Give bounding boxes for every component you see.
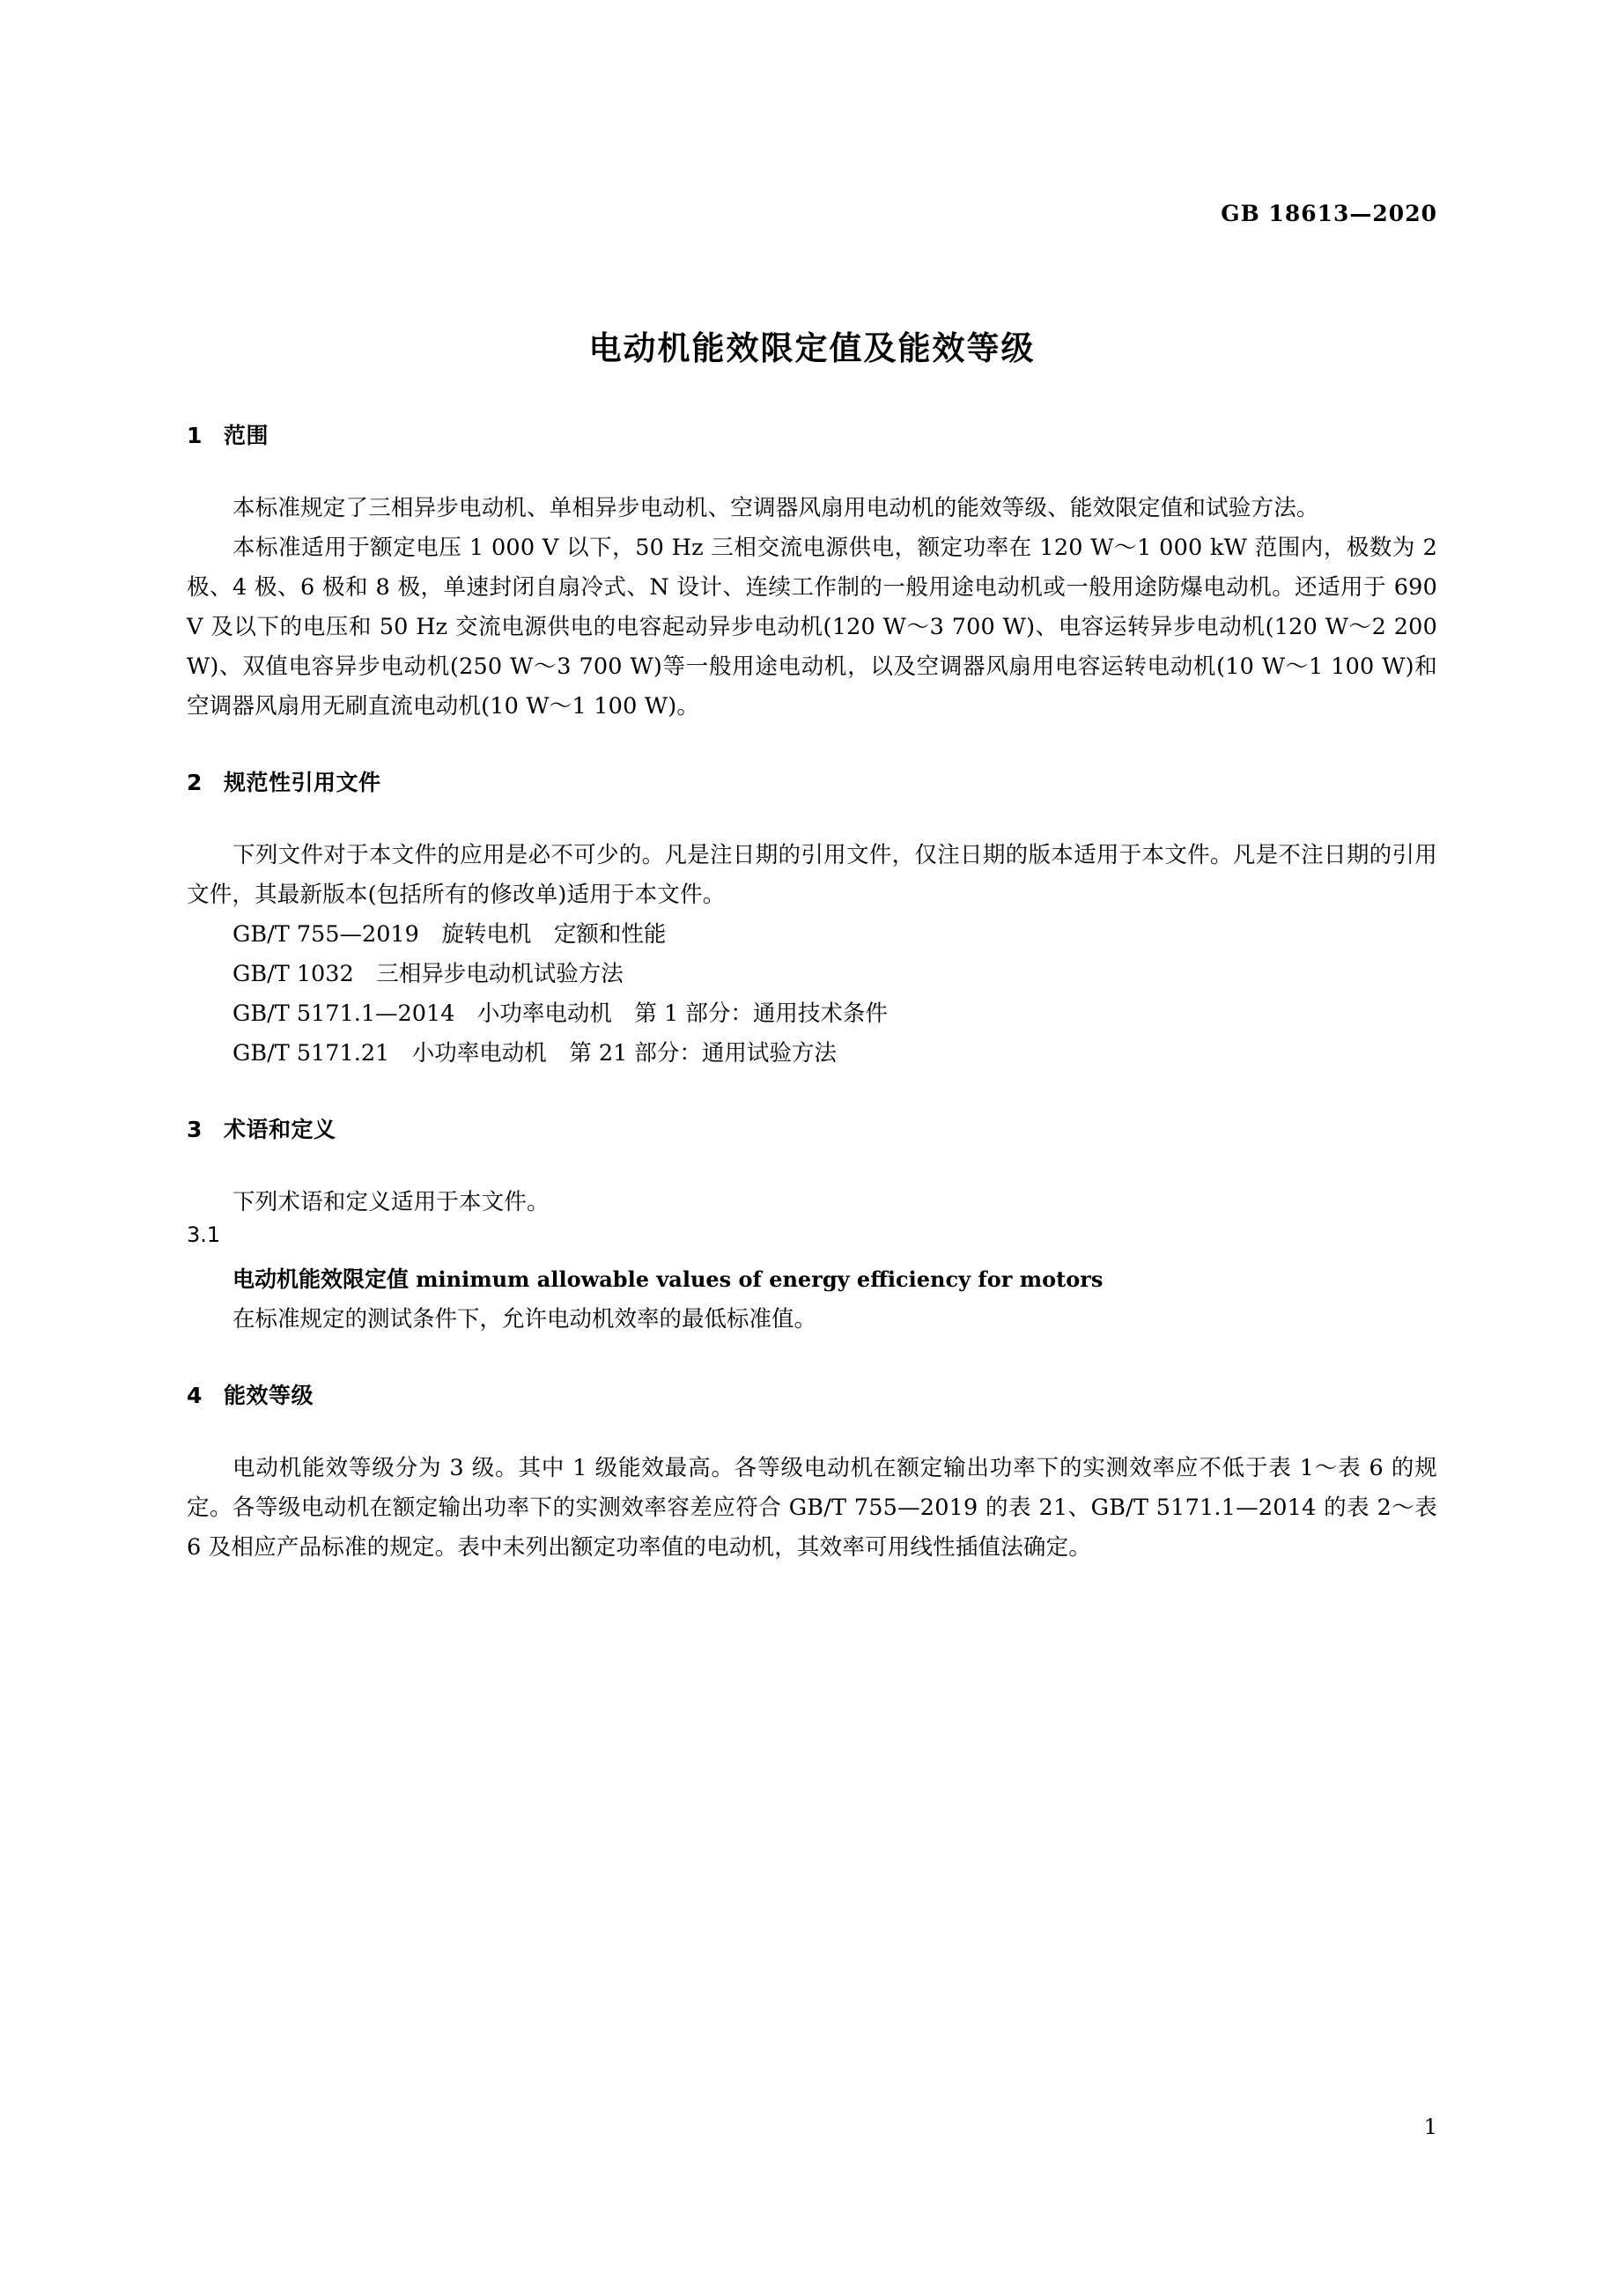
normative-reference-3: GB/T 5171.1—2014 小功率电动机 第 1 部分：通用技术条件: [233, 1000, 888, 1027]
normative-reference-2: GB/T 1032 三相异步电动机试验方法: [233, 961, 624, 987]
section-1-paragraph-2: 本标准适用于额定电压 1 000 V 以下，50 Hz 三相交流电源供电，额定功率在 120 W～1 000 kW 范围内，极数为 2 极、4 极、6 极和 8 极，单速封闭自扇冷式、N 设计、连续工作制的一般用途电动机或一般用途防爆电动机。还适用于 690 V 及以下的电压和 50 Hz 交流电源供电的电容起动异步电动机(120 W～3 700 W)、电容运转异步电动机(120 W～2 200 W)、双值电容异步电动机(250 W～3 700 W)等一般用途电动机，以及空调器风扇用电容运转电动机(10 W～1 100 W)和空调器风扇用无刷直流电动机(10 W～1 100 W)。: [187, 535, 1437, 720]
section-title-2: 规范性引用文件: [224, 770, 381, 795]
section-title-4: 能效等级: [224, 1383, 314, 1408]
section-number-3: 3: [187, 1117, 203, 1142]
section-1-paragraph-1: 本标准规定了三相异步电动机、单相异步电动机、空调器风扇用电动机的能效等级、能效限定值和试验方法。: [233, 495, 1319, 521]
normative-reference-1: GB/T 755—2019 旋转电机 定额和性能: [233, 921, 667, 948]
section-4-paragraph-1: 电动机能效等级分为 3 级。其中 1 级能效最高。各等级电动机在额定输出功率下的实测效率应不低于表 1～表 6 的规定。各等级电动机在额定输出功率下的实测效率容差应符合 GB/T 755—2019 的表 21、GB/T 5171.1—2014 的表 2～表 6 及相应产品标准的规定。表中未列出额定功率值的电动机，其效率可用线性插值法确定。: [187, 1455, 1437, 1561]
section-title-3: 术语和定义: [224, 1117, 336, 1142]
section-2-paragraph-1: 下列文件对于本文件的应用是必不可少的。凡是注日期的引用文件，仅注日期的版本适用于本文件。凡是不注日期的引用文件，其最新版本(包括所有的修改单)适用于本文件。: [187, 842, 1437, 908]
term-definition: 在标准规定的测试条件下，允许电动机效率的最低标准值。: [233, 1306, 817, 1333]
section-number-2: 2: [187, 770, 203, 795]
section-heading-2: [187, 765, 1437, 797]
page-title: 电动机能效限定值及能效等级: [588, 329, 1036, 367]
section-3-paragraph-1: 下列术语和定义适用于本文件。: [233, 1189, 550, 1215]
term-chinese: 电动机能效限定值: [233, 1266, 410, 1292]
page-content: [187, 0, 1437, 1568]
normative-reference-4: GB/T 5171.21 小功率电动机 第 21 部分：通用试验方法: [233, 1040, 837, 1067]
section-heading-1: [187, 418, 1437, 450]
section-title-1: 范围: [224, 423, 269, 448]
section-heading-4: [187, 1378, 1437, 1410]
section-heading-3: [187, 1112, 1437, 1144]
page-number: 1: [1423, 2115, 1437, 2139]
standard-code-header: GB 18613—2020: [1221, 201, 1437, 226]
term-index: 3.1: [187, 1222, 221, 1247]
term-entry: [187, 1259, 1437, 1300]
term-english: minimum allowable values of energy efficiency for motors: [416, 1266, 1104, 1292]
section-number-4: 4: [187, 1383, 203, 1408]
section-number-1: 1: [187, 423, 203, 448]
